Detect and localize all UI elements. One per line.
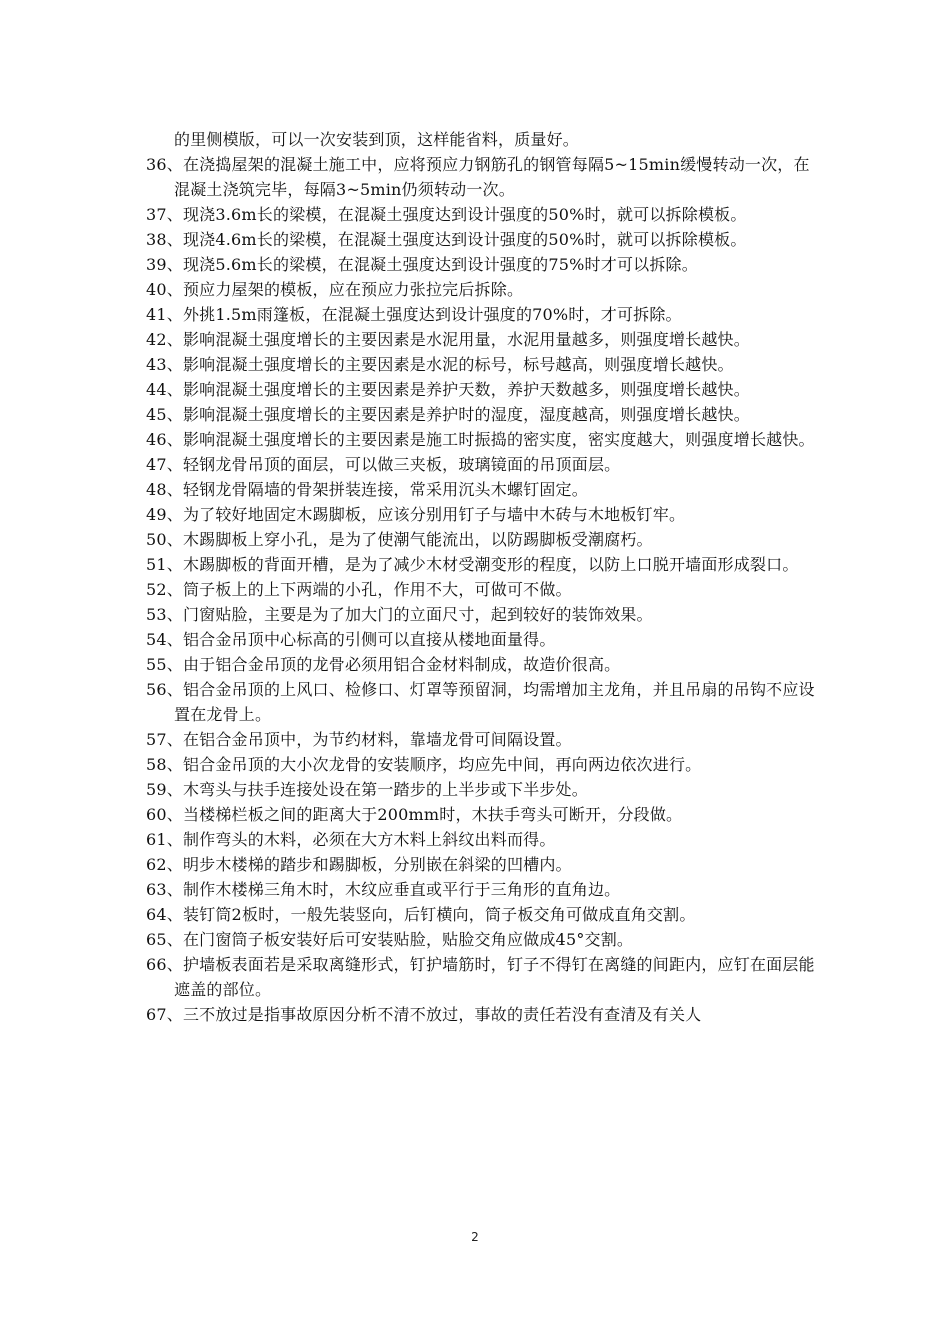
list-item: 37、现浇3.6m长的梁模，在混凝土强度达到设计强度的50%时，就可以拆除模板。: [146, 205, 747, 224]
page-number: 2: [471, 1230, 479, 1244]
list-item: 51、木踢脚板的背面开槽，是为了减少木材受潮变形的程度，以防上口脱开墙面形成裂口。: [146, 555, 799, 574]
list-item: 56、铝合金吊顶的上风口、检修口、灯罩等预留洞，均需增加主龙角，并且吊扇的吊钩不应设置在龙骨上。: [146, 680, 815, 724]
list-item: 60、当楼梯栏板之间的距离大于200mm时，木扶手弯头可断开，分段做。: [146, 805, 683, 824]
list-item: 63、制作木楼梯三角木时，木纹应垂直或平行于三角形的直角边。: [146, 880, 621, 899]
list-item: 45、影响混凝土强度增长的主要因素是养护时的湿度，湿度越高，则强度增长越快。: [146, 405, 750, 424]
list-item: 62、明步木楼梯的踏步和踢脚板，分别嵌在斜梁的凹槽内。: [146, 855, 572, 874]
document-body: [146, 127, 816, 1027]
continuation-line: 的里侧模版，可以一次安装到顶，这样能省料，质量好。: [174, 130, 580, 149]
list-item: 38、现浇4.6m长的梁模，在混凝土强度达到设计强度的50%时，就可以拆除模板。: [146, 230, 747, 249]
list-item: 67、三不放过是指事故原因分析不清不放过，事故的责任若没有查清及有关人: [146, 1005, 702, 1024]
list-item: 41、外挑1.5m雨篷板，在混凝土强度达到设计强度的70%时，才可拆除。: [146, 305, 682, 324]
list-item: 55、由于铝合金吊顶的龙骨必须用铝合金材料制成，故造价很高。: [146, 655, 621, 674]
list-item: 42、影响混凝土强度增长的主要因素是水泥用量，水泥用量越多，则强度增长越快。: [146, 330, 750, 349]
list-item: 46、影响混凝土强度增长的主要因素是施工时振捣的密实度，密实度越大，则强度增长越快。: [146, 430, 815, 449]
list-item: 50、木踢脚板上穿小孔，是为了使潮气能流出，以防踢脚板受潮腐朽。: [146, 530, 653, 549]
list-item: 40、预应力屋架的模板，应在预应力张拉完后拆除。: [146, 280, 524, 299]
list-item: 53、门窗贴脸，主要是为了加大门的立面尺寸，起到较好的装饰效果。: [146, 605, 653, 624]
list-item: 54、铝合金吊顶中心标高的引侧可以直接从楼地面量得。: [146, 630, 556, 649]
list-item: 66、护墙板表面若是采取离缝形式，钉护墙筋时，钉子不得钉在离缝的间距内，应钉在面层能遮盖的部位。: [146, 955, 815, 999]
list-item: 59、木弯头与扶手连接处设在第一踏步的上半步或下半步处。: [146, 780, 588, 799]
list-item: 44、影响混凝土强度增长的主要因素是养护天数，养护天数越多，则强度增长越快。: [146, 380, 750, 399]
list-item: 64、装钉筒2板时，一般先装竖向，后钉横向，筒子板交角可做成直角交割。: [146, 905, 696, 924]
list-item: 47、轻钢龙骨吊顶的面层，可以做三夹板，玻璃镜面的吊顶面层。: [146, 455, 621, 474]
list-item: 65、在门窗筒子板安装好后可安装贴脸，贴脸交角应做成45°交割。: [146, 930, 634, 949]
list-item: 43、影响混凝土强度增长的主要因素是水泥的标号，标号越高，则强度增长越快。: [146, 355, 734, 374]
item-list: [146, 152, 816, 1027]
list-item: 58、铝合金吊顶的大小次龙骨的安装顺序，均应先中间，再向两边依次进行。: [146, 755, 702, 774]
list-item: 48、轻钢龙骨隔墙的骨架拼装连接，常采用沉头木螺钉固定。: [146, 480, 588, 499]
list-item: 52、筒子板上的上下两端的小孔，作用不大，可做可不做。: [146, 580, 572, 599]
list-item: 36、在浇捣屋架的混凝土施工中，应将预应力钢筋孔的钢管每隔5~15min缓慢转动一次，在混凝土浇筑完毕，每隔3~5min仍须转动一次。: [146, 155, 810, 199]
list-item: 39、现浇5.6m长的梁模，在混凝土强度达到设计强度的75%时才可以拆除。: [146, 255, 698, 274]
list-item: 49、为了较好地固定木踢脚板，应该分别用钉子与墙中木砖与木地板钉牢。: [146, 505, 686, 524]
list-item: 61、制作弯头的木料，必须在大方木料上斜纹出料而得。: [146, 830, 556, 849]
list-item: 57、在铝合金吊顶中，为节约材料，靠墙龙骨可间隔设置。: [146, 730, 572, 749]
